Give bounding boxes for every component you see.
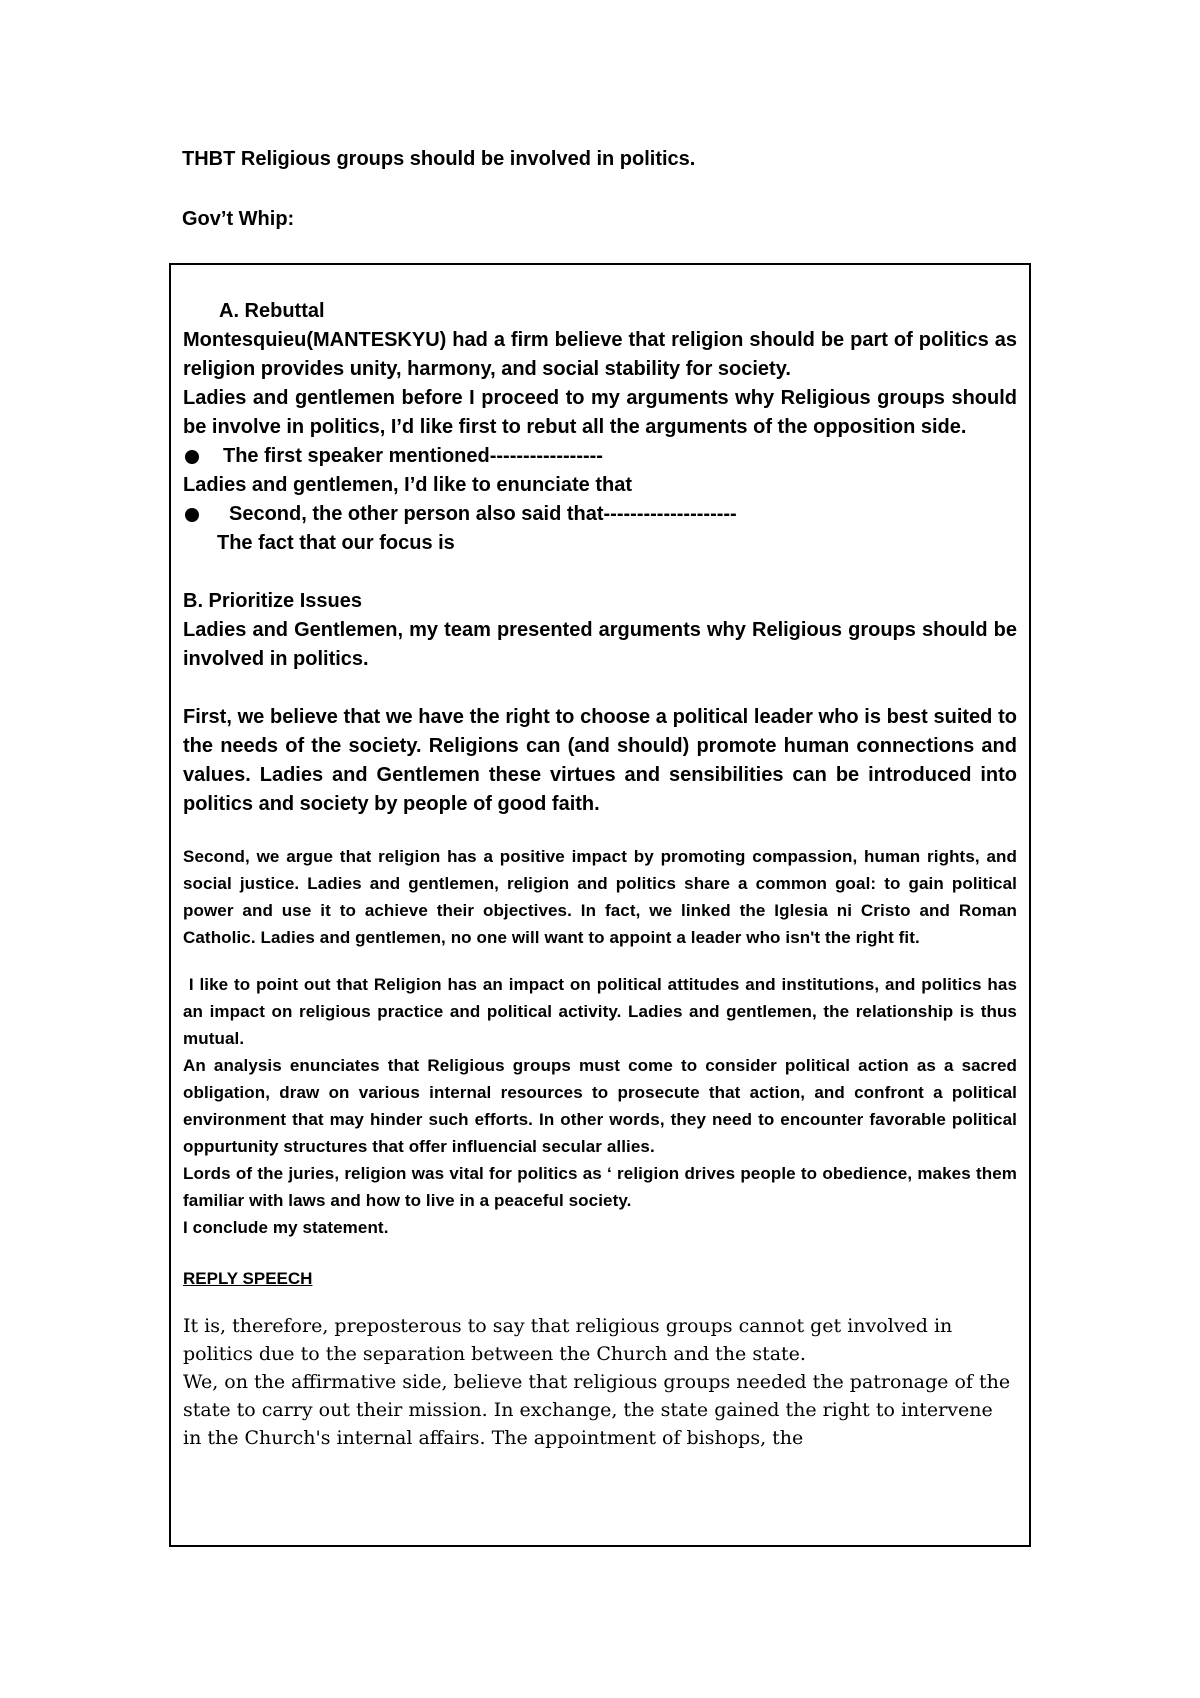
rebuttal-line-2: The fact that our focus is: [217, 532, 455, 554]
conclude-line: I conclude my statement.: [183, 1218, 389, 1237]
reply-paragraph-1: It is, therefore, preposterous to say that religious groups cannot get involved in politics due to the separation between the Church and the state.: [183, 1315, 953, 1365]
rebuttal-intro: Montesquieu(MANTESKYU) had a firm believe that religion should be part of politics as religion provides unity, harmony, and social stability for society.: [183, 329, 1017, 380]
reply-speech-heading: REPLY SPEECH: [183, 1269, 313, 1288]
page-title: THBT Religious groups should be involved in politics.: [182, 148, 696, 170]
bullet-dot-icon: [185, 508, 199, 522]
analysis-paragraph: An analysis enunciates that Religious groups must come to consider political action as a sacred obligation, draw on various internal resources to prosecute that action, and confront a political environment that may hinder such efforts. In other words, they need to encounter favorable political oppurtunity structures that offer influencial secular allies.: [183, 1056, 1017, 1156]
lords-paragraph: Lords of the juries, religion was vital for politics as ‘ religion drives people to obedience, makes them familiar with laws and how to live in a peaceful society.: [183, 1164, 1017, 1210]
rebuttal-heading: A. Rebuttal: [219, 300, 325, 322]
rebuttal-lead: Ladies and gentlemen before I proceed to my arguments why Religious groups should be involve in politics, I’d like first to rebut all the arguments of the opposition side.: [183, 387, 1017, 438]
bullet-text: Second, the other person also said that--------------------: [229, 503, 737, 525]
bullet-text: The first speaker mentioned-----------------: [223, 445, 603, 467]
rebuttal-bullet-1: [183, 442, 1017, 471]
prioritize-heading: B. Prioritize Issues: [183, 590, 362, 612]
rebuttal-bullet-2: [183, 500, 1017, 529]
point-out-paragraph: I like to point out that Religion has an impact on political attitudes and institutions, and politics has an impact on religious practice and political activity. Ladies and gentlemen, the relationship is thus mutual.: [183, 975, 1017, 1048]
bullet-dot-icon: [185, 450, 199, 464]
reply-paragraph-2: We, on the affirmative side, believe that religious groups needed the patronage of the state to carry out their mission. In exchange, the state gained the right to intervene in the Church's internal affairs. The appointment of bishops, the: [183, 1371, 1011, 1449]
first-argument: First, we believe that we have the right to choose a political leader who is best suited to the needs of the society. Religions can (and should) promote human connections and values. Ladies and Gentlemen these virtues and sensibilities can be introduced into politics and society by people of good faith.: [183, 706, 1017, 815]
speech-box: [169, 263, 1031, 1547]
rebuttal-line-1: Ladies and gentlemen, I’d like to enunciate that: [183, 474, 632, 496]
speaker-role: Gov’t Whip:: [182, 208, 295, 230]
speech-content: [183, 297, 1017, 1452]
second-argument: Second, we argue that religion has a positive impact by promoting compassion, human rights, and social justice. Ladies and gentlemen, religion and politics share a common goal: to gain political power and use it to achieve their objectives. In fact, we linked the Iglesia ni Cristo and Roman Catholic. Ladies and gentlemen, no one will want to appoint a leader who isn't the right fit.: [183, 847, 1017, 947]
prioritize-intro: Ladies and Gentlemen, my team presented arguments why Religious groups should be involved in politics.: [183, 619, 1017, 670]
